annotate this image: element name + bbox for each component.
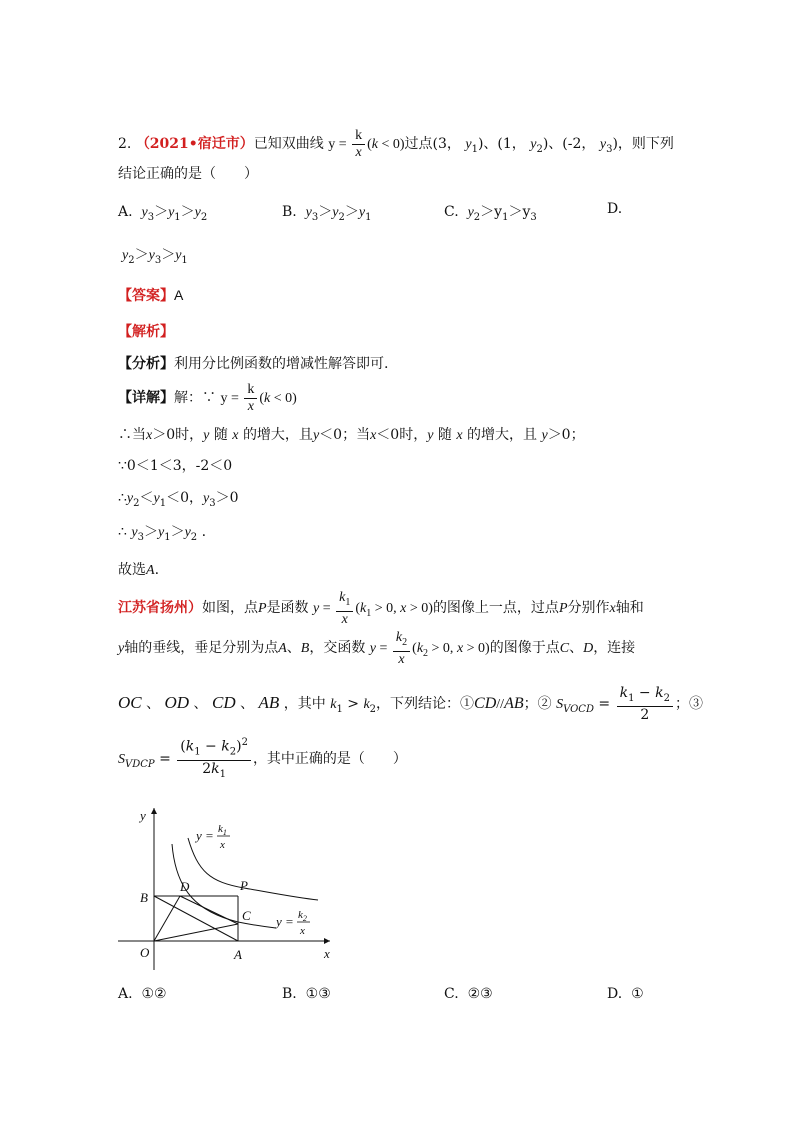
label-c: C	[242, 908, 251, 923]
svg-text:y =: y =	[276, 914, 294, 929]
label-y: y	[140, 808, 146, 823]
q2-formula: y = $\frac{k}{x}$ (k < 0)	[328, 128, 405, 161]
q3-line1: 江苏省扬州）如图，点P是函数 y = $\frac{k_1}{x}$ ($k_1 > 0$, x > 0)的图像上一点，过点P分别作x轴和	[118, 589, 644, 627]
label-o: O	[140, 945, 150, 960]
q2-stem-line1: 2. （2021•宿迁市）已知双曲线 y = $\frac{k}{x}$ (k < 0)过点(3， $y_1$)、(1， $y_2$)、(-2， $y_3$)，则下列	[118, 128, 674, 161]
svg-text:k2: $k_2$	[298, 909, 307, 923]
label-p: P	[240, 878, 248, 893]
fenxi-line: 【分析】利用分比例函数的增减性解答即可.	[118, 356, 389, 372]
q3-option-d[interactable]: D. ①	[607, 986, 644, 1002]
q2-option-d-content: $y_2>y_3>y_1$	[122, 247, 188, 266]
q2-option-a[interactable]: A. $y_3>y_1>y_2$	[118, 204, 208, 223]
q2-stem-a: 已知双曲线	[253, 136, 324, 152]
q3-line4: $S_{VDCP}$ = $\frac{(k_1 - k_2)^2}{2k_1}$ ，其中正确的是（ ）	[118, 736, 407, 781]
analysis-line3: $\therefore y_2<y_1<0$，$y_3>0$	[118, 490, 239, 509]
answer-value: A	[174, 287, 184, 303]
segment-cd	[180, 896, 238, 924]
q3-option-b[interactable]: B. ①③	[282, 986, 331, 1002]
q3-source: 江苏省扬州）	[118, 600, 202, 616]
analysis-line1: ∴当x＞0时，y 随 x 的增大，且y＜0；当x＜0时，y 随 x 的增大，且 y＞0；	[118, 427, 585, 443]
q2-stem-line2: 结论正确的是（ ）	[118, 166, 258, 182]
analysis-tag: 【解析】	[118, 324, 174, 340]
svg-text:y =: y =	[196, 828, 214, 843]
answer-line	[118, 285, 183, 306]
q3-option-c[interactable]: C. ②③	[444, 986, 493, 1002]
q2-option-c[interactable]: C. $y_2>y_1>y_3$	[444, 204, 537, 223]
hyperbola-figure	[118, 802, 358, 970]
q3-option-a[interactable]: A. ①②	[118, 986, 167, 1002]
analysis-end: 故选A.	[118, 562, 160, 578]
analysis-line2: ∵0＜1＜3，-2＜0	[118, 458, 233, 474]
analysis-line4: ∴ $y_3>y_1>y_2$ .	[118, 524, 207, 543]
label-b: B	[140, 890, 148, 905]
xiangjie-line: 【详解】解：∵ y = $\frac{k}{x}$ (k < 0)	[118, 382, 297, 415]
label-d: D	[180, 879, 190, 894]
q2-option-b[interactable]: B. $y_3>y_2>y_1$	[282, 204, 372, 223]
label-a: A	[234, 947, 242, 962]
curve-k1	[188, 838, 318, 900]
svg-text:x: x	[300, 925, 305, 937]
q3-line2: y轴的垂线，垂足分别为点A、B，交函数 y = $\frac{k_2}{x}$ ($k_2 > 0$, x > 0)的图像于点C、D，连接	[118, 629, 636, 667]
answer-tag: 【答案】	[118, 288, 174, 304]
q2-option-d[interactable]: D.	[607, 201, 623, 217]
q2-number: 2.	[118, 136, 132, 152]
q3-line3: OC 、 OD 、 CD 、 AB ，其中 $k_1 > k_2$，下列结论：①CD//AB；② $S_{VOCD}$ = $\frac{k_1 - k_2}{2}$ ；③	[118, 684, 703, 724]
q2-source: （2021•宿迁市）	[135, 136, 254, 152]
segment-oc	[154, 924, 238, 941]
svg-text:x: x	[220, 839, 225, 851]
q2-stem-b: 过点(3，	[404, 136, 461, 152]
label-x: x	[324, 946, 330, 961]
svg-text:k1: $k_1$	[218, 823, 227, 837]
